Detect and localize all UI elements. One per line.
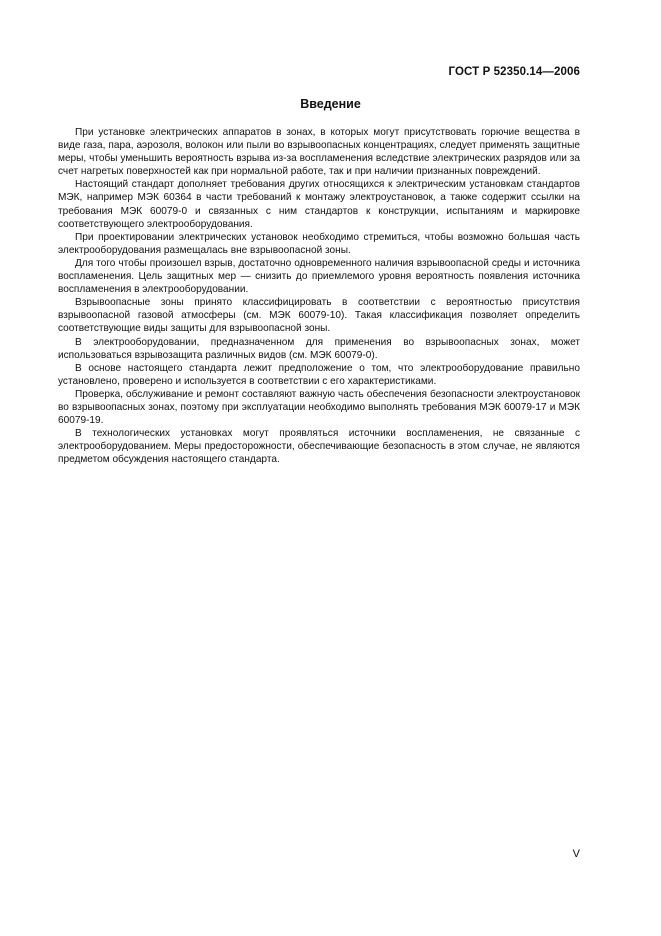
paragraph: В основе настоящего стандарта лежит предположение о том, что электрооборудование правильно установлено, проверено и используется в соответствии с его характеристиками. [58,362,580,387]
paragraph: Проверка, обслуживание и ремонт составляют важную часть обеспечения безопасности электроустановок во взрывоопасных зонах, поэтому при эксплуатации необходимо выполнять требования МЭК 60079-17 и МЭК 60079-19. [58,388,580,427]
paragraph: Для того чтобы произошел взрыв, достаточно одновременного наличия взрывоопасной среды и источника воспламенения. Цель защитных мер — снизить до приемлемого уровня вероятность появления источника воспламенения в электрооборудовании. [58,257,580,296]
section-title: Введение [300,97,361,111]
paragraph: При установке электрических аппаратов в зонах, в которых могут присутствовать горючие вещества в виде газа, пара, аэрозоля, волокон или пыли во взрывоопасных концентрациях, следует применять защитные меры, чтобы уменьшить вероятность взрыва из-за воспламенения вследствие электрических разрядов или за счет нагретых поверхностей как при нормальной работе, так и при наличии признанных повреждений. [58,127,580,178]
paragraph: При проектировании электрических установок необходимо стремиться, чтобы возможно большая часть электрооборудования размещалась вне взрывоопасной зоны. [58,231,580,256]
document-body [58,126,580,466]
paragraph: В технологических установках могут проявляться источники воспламенения, не связанные с электрооборудованием. Меры предосторожности, обеспечивающие безопасность в этом случае, не являются предметом обсуждения настоящего стандарта. [58,428,580,466]
page-number: V [572,848,580,860]
paragraph: В электрооборудовании, предназначенном для применения во взрывоопасных зонах, может использоваться взрывозащита различных видов (см. МЭК 60079-0). [58,336,580,361]
paragraph: Взрывоопасные зоны принято классифицировать в соответствии с вероятностью присутствия взрывоопасной газовой атмосферы (см. МЭК 60079-10). Такая классификация позволяет определить соответствующие виды защиты для взрывоопасной зоны. [58,297,580,335]
paragraph: Настоящий стандарт дополняет требования других относящихся к электрическим установкам стандартов МЭК, например МЭК 60364 в части требований к монтажу электроустановок, а также содержит ссылки на требования МЭК 60079-0 и связанных с ним стандартов к конструкции, испытаниям и маркировке соответствующего электрооборудования. [58,179,580,230]
standard-code-header: ГОСТ Р 52350.14—2006 [448,66,580,78]
